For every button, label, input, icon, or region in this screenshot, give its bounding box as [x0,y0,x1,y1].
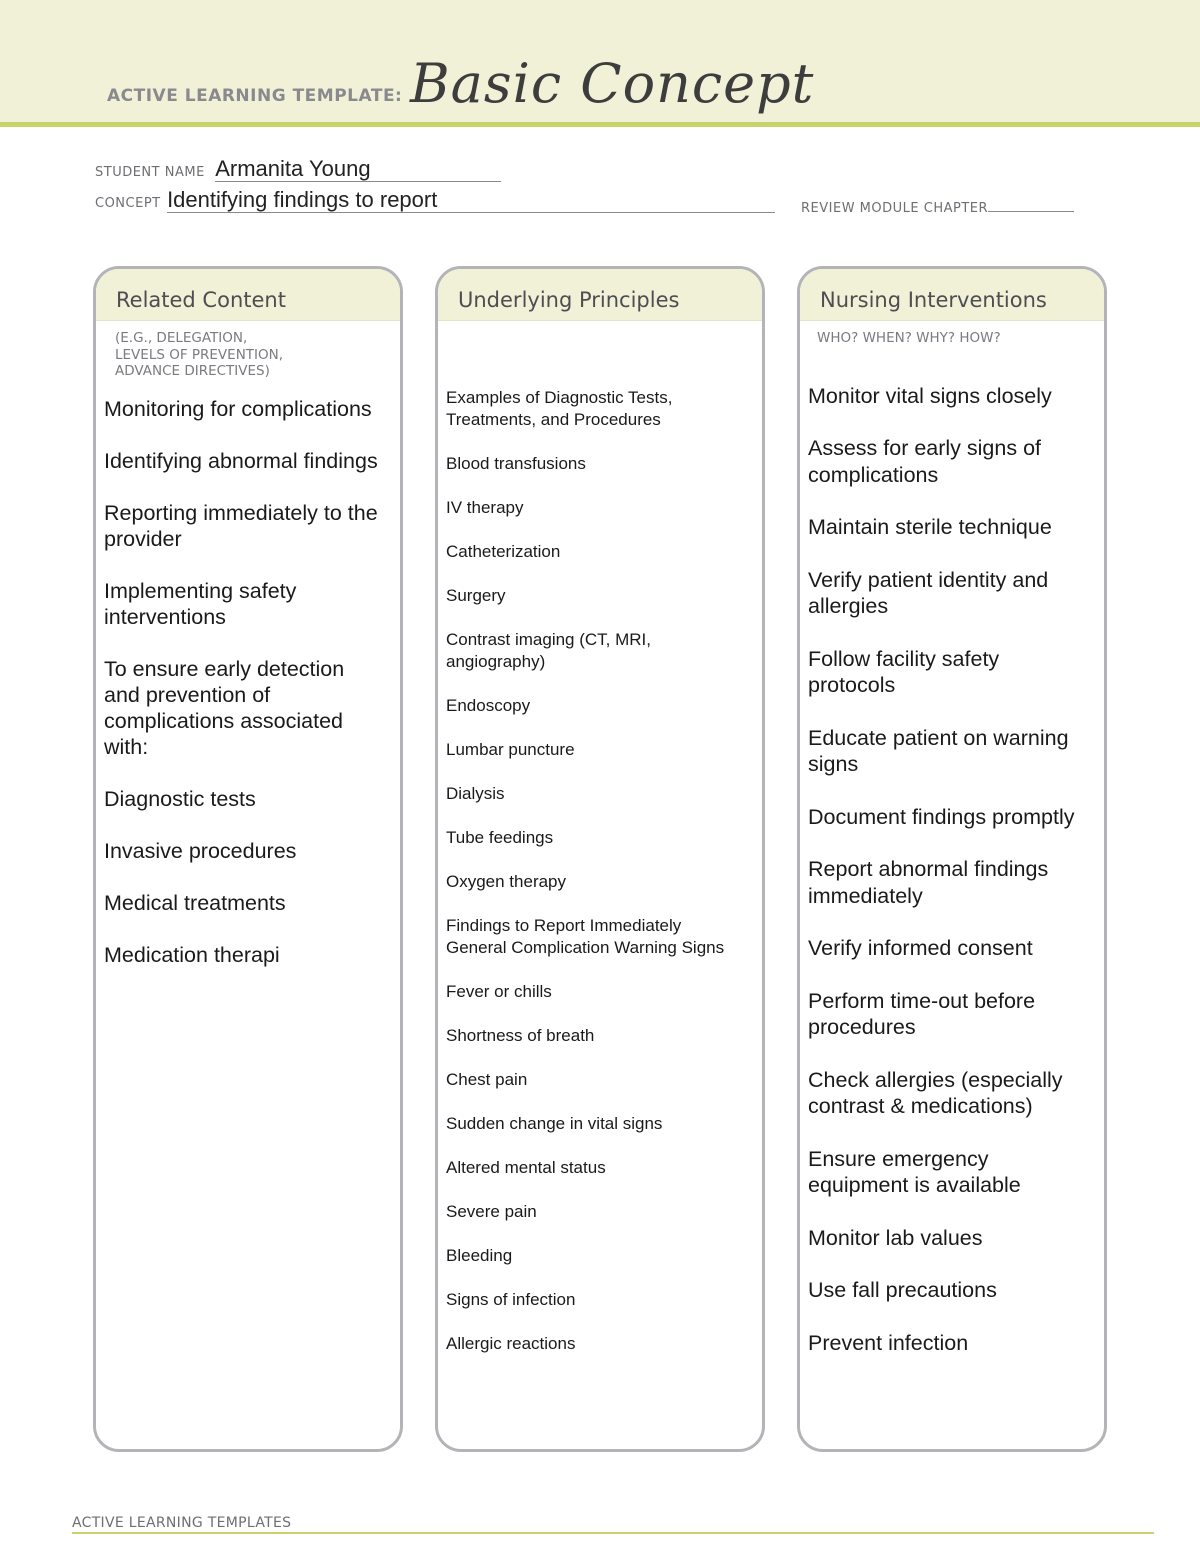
list-item: Monitor vital signs closely [808,383,1052,408]
template-label: ACTIVE LEARNING TEMPLATE: [107,86,403,106]
list-item: Monitor lab values [808,1225,983,1250]
list-item: Blood transfusions [446,454,586,473]
list-item: Allergic reactions [446,1334,576,1353]
list-item: Severe pain [446,1202,537,1221]
concept-label: CONCEPT [95,196,161,211]
header-divider [0,122,1200,127]
review-module-row [801,197,1074,217]
list-item: Altered mental status [446,1158,606,1177]
list-item: Examples of Diagnostic Tests, Treatments, and Procedures [446,388,673,429]
list-item: Chest pain [446,1070,528,1089]
list-item: Maintain sterile technique [808,515,1052,539]
list-item: Identifying abnormal findings [104,448,378,473]
underlying-principles-list [438,321,762,1355]
related-content-list [96,380,400,968]
student-name-row [95,157,501,182]
underlying-principles-panel [435,266,765,1452]
list-item: To ensure early detection and prevention of complications associated with: [104,656,345,759]
list-item: Check allergies (especially contrast & medications) [808,1067,1063,1118]
list-item: Bleeding [446,1246,513,1265]
list-item: Catheterization [446,542,561,561]
list-item: Implementing safety interventions [104,578,297,629]
footer-text: ACTIVE LEARNING TEMPLATES [72,1515,292,1531]
list-item: Fever or chills [446,982,552,1001]
list-item: Findings to Report Immediately General Complication Warning Signs [446,916,725,957]
list-item: Lumbar puncture [446,740,575,759]
related-subtitle-line: (E.G., DELEGATION, [115,330,248,346]
list-item: Oxygen therapy [446,872,567,891]
related-subtitle-line: LEVELS OF PREVENTION, [115,346,284,363]
list-item: Report abnormal findings immediately [808,857,1049,908]
related-content-heading: Related Content [96,269,400,321]
student-name-label: STUDENT NAME [95,165,205,180]
related-content-subtitle [96,321,400,380]
page-title: Basic Concept [410,52,815,115]
list-item: Reporting immediately to the provider [104,500,378,551]
list-item: Surgery [446,586,506,605]
list-item: Prevent infection [808,1330,969,1355]
list-item: Medication therapi [104,942,280,967]
nursing-interventions-panel [797,266,1107,1452]
review-module-label: REVIEW MODULE CHAPTER [801,201,989,216]
list-item: Dialysis [446,784,505,803]
list-item: Signs of infection [446,1290,576,1309]
list-item: Diagnostic tests [104,786,256,811]
nursing-interventions-heading: Nursing Interventions [800,269,1104,321]
related-subtitle-line: ADVANCE DIRECTIVES) [115,363,270,379]
list-item: Assess for early signs of complications [808,436,1042,487]
review-module-field[interactable] [988,197,1074,212]
footer-divider [72,1532,1154,1534]
concept-field[interactable]: Identifying findings to report [167,188,775,213]
list-item: Perform time-out before procedures [808,988,1036,1039]
list-item: Follow facility safety protocols [808,646,1000,697]
list-item: Contrast imaging (CT, MRI, angiography) [446,630,651,671]
list-item: Document findings promptly [808,804,1075,829]
related-content-panel [93,266,403,1452]
list-item: Monitoring for complications [104,396,372,421]
list-item: Verify informed consent [808,936,1033,960]
list-item: Ensure emergency equipment is available [808,1146,1021,1197]
underlying-principles-heading: Underlying Principles [438,269,762,321]
list-item: Tube feedings [446,828,554,847]
student-name-field[interactable]: Armanita Young [215,157,501,182]
nursing-interventions-subtitle: WHO? WHEN? WHY? HOW? [817,330,1001,346]
list-item: Shortness of breath [446,1026,595,1045]
list-item: Educate patient on warning signs [808,725,1069,776]
nursing-interventions-list [800,347,1104,1357]
list-item: Invasive procedures [104,838,297,863]
list-item: IV therapy [446,498,524,517]
list-item: Verify patient identity and allergies [808,567,1049,618]
list-item: Sudden change in vital signs [446,1114,663,1133]
list-item: Endoscopy [446,696,531,715]
list-item: Medical treatments [104,890,286,915]
list-item: Use fall precautions [808,1278,997,1302]
concept-row [95,188,775,213]
